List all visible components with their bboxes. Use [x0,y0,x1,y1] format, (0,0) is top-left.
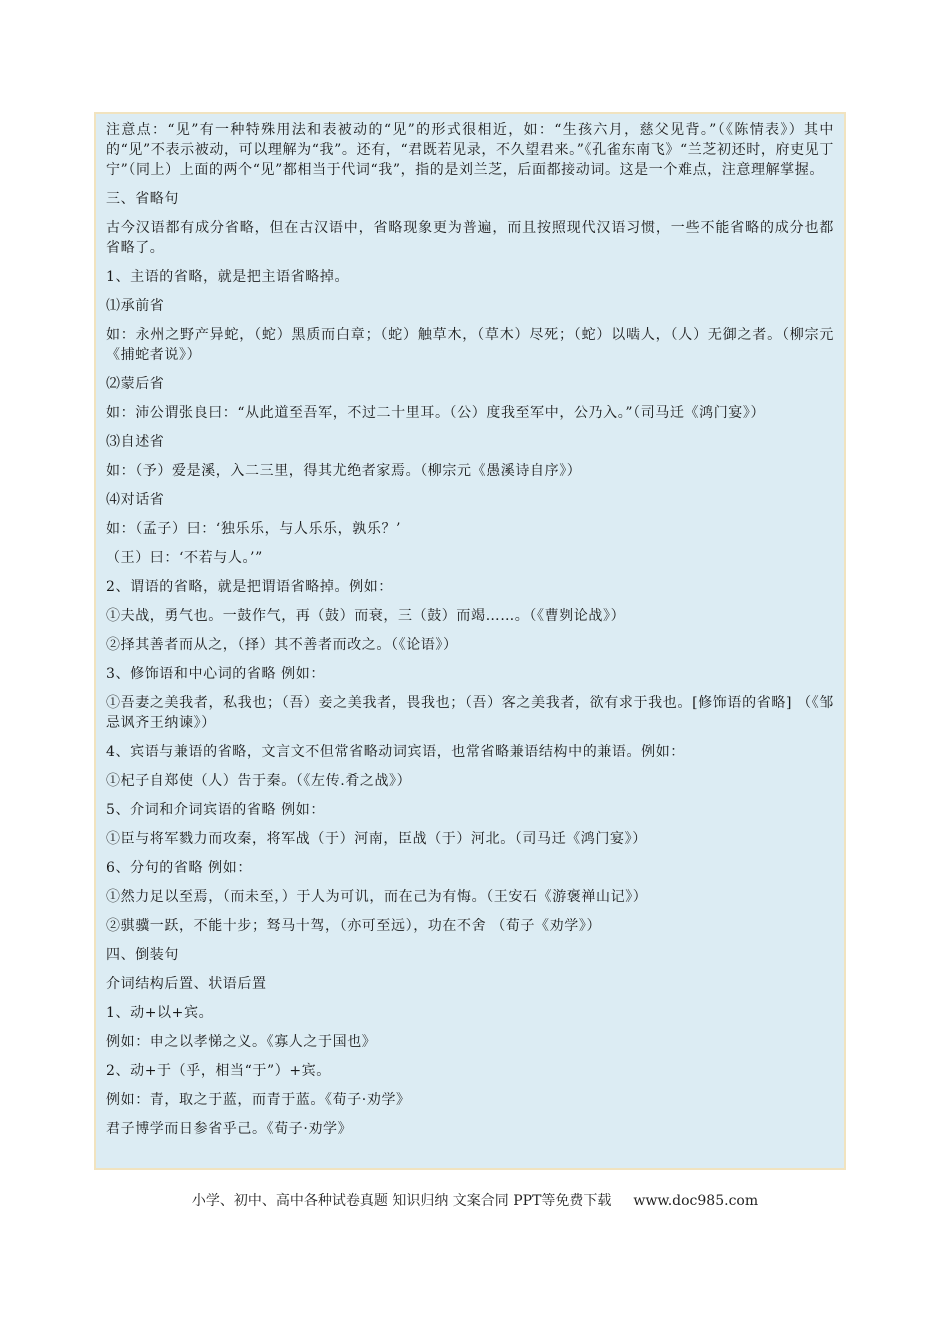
paragraph-item-4: ⑷对话省 [106,492,165,508]
paragraph-item-2: ⑵蒙后省 [106,376,165,392]
paragraph-object-omission: 4、宾语与兼语的省略，文言文不但常省略动词宾语，也常省略兼语结构中的兼语。例如： [106,744,685,760]
paragraph-modifier-omission: 3、修饰语和中心词的省略 例如： [106,666,325,682]
paragraph-inversion-example-3: 君子博学而日参省乎己。《荀子·劝学》 [106,1121,353,1137]
page-footer [0,1190,950,1210]
paragraph-modifier-example: ①吾妻之美我者，私我也；（吾）妾之美我者，畏我也；（吾）客之美我者，欲有求于我也。[修饰语的省略] （《邹忌讽齐王纳谏》） [106,695,834,731]
paragraph-inversion-example-2: 例如：青，取之于蓝，而青于蓝。《荀子·劝学》 [106,1092,411,1108]
paragraph-predicate-omission: 2、谓语的省略，就是把谓语省略掉。例如： [106,579,393,595]
footer-text: 小学、初中、高中各种试卷真题 知识归纳 文案合同 PPT等免费下载 [191,1193,612,1209]
paragraph-inversion-rule-2: 2、动+于（乎，相当“于”）+宾。 [106,1063,331,1079]
paragraph-clause-example-1: ①然力足以至焉，（而未至，）于人为可讥，而在己为有悔。（王安石《游褒禅山记》） [106,889,648,905]
paragraph-example-2: 如：沛公谓张良曰：“从此道至吾军，不过二十里耳。（公）度我至军中，公乃入。”（司马迁《鸿门宴》） [106,405,766,421]
section-heading-omission: 三、省略句 [106,191,179,207]
paragraph-predicate-example-2: ②择其善者而从之，（择）其不善者而改之。（《论语》） [106,637,458,653]
paragraph-inversion-rule-1: 1、动+以+宾。 [106,1005,214,1021]
paragraph-example-1: 如：永州之野产异蛇，（蛇）黑质而白章；（蛇）触草木，（草木）尽死；（蛇）以啮人，（人）无御之者。（柳宗元《捕蛇者说》） [106,327,834,363]
paragraph-item-1: ⑴承前省 [106,298,165,314]
content-box [94,112,846,1170]
paragraph-predicate-example-1: ①夫战，勇气也。一鼓作气，再（鼓）而衰，三（鼓）而竭……。（《曹刿论战》） [106,608,626,624]
paragraph-object-example: ①杞子自郑使（人）告于秦。（《左传.肴之战》） [106,773,412,789]
paragraph-preposition-example: ①臣与将军戮力而攻秦，将军战（于）河南，臣战（于）河北。（司马迁《鸿门宴》） [106,831,647,847]
paragraph-item-3: ⑶自述省 [106,434,165,450]
paragraph-example-4b: （王）曰：‘不若与人。’” [106,550,263,566]
paragraph-example-4a: 如：（孟子）曰：‘独乐乐，与人乐乐，孰乐？’ [106,521,402,537]
paragraph-inversion-type: 介词结构后置、状语后置 [106,976,267,992]
section-heading-inversion: 四、倒装句 [106,947,179,963]
paragraph-subject-omission: 1、主语的省略，就是把主语省略掉。 [106,269,350,285]
paragraph-clause-example-2: ②骐骥一跃，不能十步；驽马十驾，（亦可至远），功在不舍 （荀子《劝学》） [106,918,602,934]
paragraph-omission-intro: 古今汉语都有成分省略，但在古汉语中，省略现象更为普遍，而且按照现代汉语习惯，一些不能省略的成分也都省略了。 [106,220,834,256]
paragraph-clause-omission: 6、分句的省略 例如： [106,860,252,876]
paragraph-example-3: 如：（予）爱是溪，入二三里，得其尤绝者家焉。（柳宗元《愚溪诗自序》） [106,463,582,479]
paragraph-note: 注意点：“见”有一种特殊用法和表被动的“见”的形式很相近，如：“生孩六月，慈父见背。”（《陈情表》）其中的“见”不表示被动，可以理解为“我”。还有，“君既若见录，不久望君来。”《孔雀东南飞》“兰芝初还时，府吏见丁宁”（同上）上面的两个“见”都相当于代词“我”，指的是刘兰芝，后面都接动词。这是一个难点，注意理解掌握。 [106,122,834,178]
footer-site-link[interactable]: www.doc985.com [633,1193,759,1209]
paragraph-inversion-example-1: 例如：申之以孝悌之义。《寡人之于国也》 [106,1034,377,1050]
paragraph-preposition-omission: 5、介词和介词宾语的省略 例如： [106,802,325,818]
